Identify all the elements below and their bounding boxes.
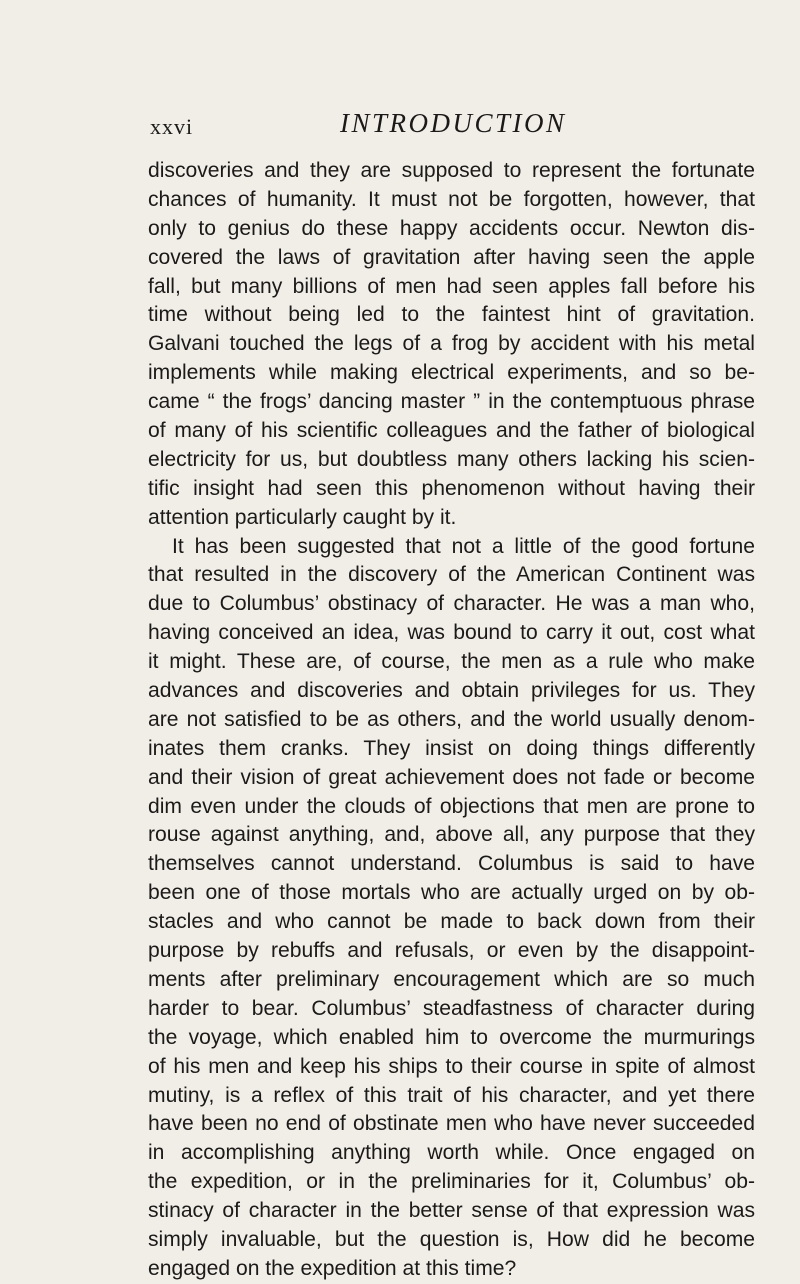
paragraph: [148, 533, 755, 1284]
text-line: only to genius do these happy accidents occur. Newton dis-: [148, 216, 755, 240]
text-line: chances of humanity. It must not be forgotten, however, that: [148, 187, 755, 211]
text-line: in accomplishing anything worth while. Once engaged on: [148, 1141, 755, 1165]
text-line: inates them cranks. They insist on doing things differently: [148, 736, 755, 760]
text-line: ments after preliminary encouragement which are so much: [148, 967, 755, 991]
text-line: having conceived an idea, was bound to carry it out, cost what: [148, 621, 755, 645]
text-line: mutiny, is a reflex of this trait of his character, and yet there: [148, 1083, 755, 1107]
text-line: have been no end of obstinate men who have never succeeded: [148, 1112, 755, 1136]
text-line: rouse against anything, and, above all, any purpose that they: [148, 823, 755, 847]
page-header: [0, 108, 800, 148]
text-line: It has been suggested that not a little of the good fortune: [172, 534, 755, 558]
text-line: purpose by rebuffs and refusals, or even by the disappoint-: [148, 939, 755, 963]
text-line: of his men and keep his ships to their course in spite of almost: [148, 1054, 755, 1078]
text-line: simply invaluable, but the question is, How did he become: [148, 1227, 755, 1251]
text-line: time without being led to the faintest hint of gravitation.: [148, 303, 755, 327]
text-line: stinacy of character in the better sense of that expression was: [148, 1199, 755, 1223]
text-line: covered the laws of gravitation after having seen the apple: [148, 245, 755, 269]
text-line: dim even under the clouds of objections that men are prone to: [148, 794, 755, 818]
text-line: implements while making electrical experiments, and so be-: [148, 361, 755, 385]
text-line: and their vision of great achievement does not fade or become: [148, 765, 755, 789]
text-line: fall, but many billions of men had seen apples fall before his: [148, 274, 755, 298]
text-line: are not satisfied to be as others, and the world usually denom-: [148, 707, 755, 731]
text-line: tific insight had seen this phenomenon without having their: [148, 476, 755, 500]
text-line: themselves cannot understand. Columbus is said to have: [148, 852, 755, 876]
text-line: of many of his scientific colleagues and the father of biological: [148, 419, 755, 443]
text-line: the expedition, or in the preliminaries for it, Columbus’ ob-: [148, 1170, 755, 1194]
body-text: [148, 157, 755, 1284]
text-line: came “ the frogs’ dancing master ” in the contemptuous phrase: [148, 390, 755, 414]
running-head: INTRODUCTION: [340, 108, 567, 138]
text-line: due to Columbus’ obstinacy of character. He was a man who,: [148, 592, 755, 616]
text-line: harder to bear. Columbus’ steadfastness of character during: [148, 996, 755, 1020]
paragraph: [148, 157, 755, 533]
text-line: advances and discoveries and obtain privileges for us. They: [148, 679, 755, 703]
text-line: that resulted in the discovery of the American Continent was: [148, 563, 755, 587]
text-line: the voyage, which enabled him to overcome the murmurings: [148, 1025, 755, 1049]
text-line: been one of those mortals who are actually urged on by ob-: [148, 881, 755, 905]
text-line: electricity for us, but doubtless many others lacking his scien-: [148, 447, 755, 471]
text-line: attention particularly caught by it.: [148, 505, 457, 529]
text-line: discoveries and they are supposed to represent the fortunate: [148, 159, 755, 182]
text-line: stacles and who cannot be made to back down from their: [148, 910, 755, 934]
text-line: it might. These are, of course, the men as a rule who make: [148, 650, 755, 674]
text-line: engaged on the expedition at this time?: [148, 1256, 517, 1280]
page-number: xxvi: [150, 114, 194, 139]
text-line: Galvani touched the legs of a frog by accident with his metal: [148, 332, 755, 356]
